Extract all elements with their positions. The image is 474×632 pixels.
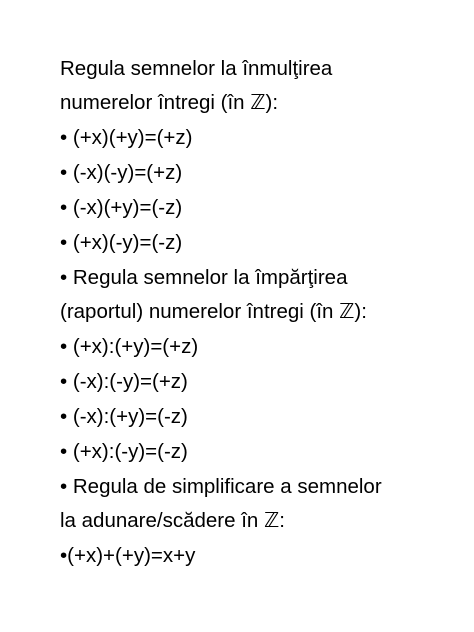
simplification-rule-item: •(+x)+(+y)=x+y (60, 544, 196, 567)
multiplication-rule-item: • (-x)(-y)=(+z) (60, 161, 183, 184)
simplification-rule-heading-line-2: la adunare/scădere în ℤ: (60, 509, 285, 532)
multiplication-rule-item: • (-x)(+y)=(-z) (60, 196, 183, 219)
multiplication-rule-item: • (+x)(-y)=(-z) (60, 231, 183, 254)
division-rule-item: • (-x):(-y)=(+z) (60, 370, 188, 393)
division-rule-heading-line-1: • Regula semnelor la împărţirea (60, 266, 348, 289)
multiplication-rule-heading-line-1: Regula semnelor la înmulţirea (60, 57, 333, 80)
multiplication-rule-heading-line-2: numerelor întregi (în ℤ): (60, 91, 279, 114)
division-rule-item: • (+x):(+y)=(+z) (60, 335, 199, 358)
multiplication-rule-item: • (+x)(+y)=(+z) (60, 126, 193, 149)
division-rule-item: • (+x):(-y)=(-z) (60, 440, 188, 463)
division-rule-item: • (-x):(+y)=(-z) (60, 405, 188, 428)
division-rule-heading-line-2: (raportul) numerelor întregi (în ℤ): (60, 300, 367, 323)
simplification-rule-heading-line-1: • Regula de simplificare a semnelor (60, 475, 382, 498)
